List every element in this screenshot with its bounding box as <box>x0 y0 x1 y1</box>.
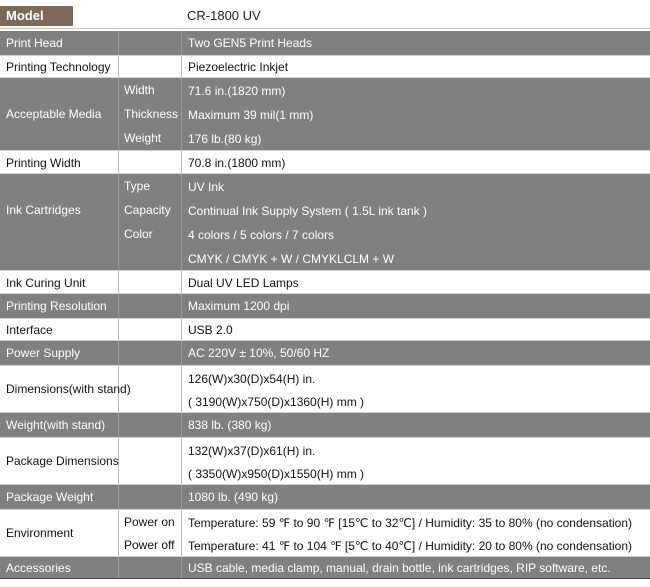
row-weight <box>0 413 650 437</box>
row-value: ( 3190(W)x750(D)x1360(H) mm ) <box>188 395 365 409</box>
col-divider <box>118 271 119 293</box>
header-divider <box>0 28 650 29</box>
sub-label: Type <box>124 179 151 193</box>
col-divider <box>181 485 182 509</box>
col-divider <box>118 56 119 77</box>
row-label: Printing Width <box>6 156 81 170</box>
row-print-head <box>0 31 650 55</box>
col-divider <box>181 557 182 578</box>
row-value: Dual UV LED Lamps <box>188 276 299 290</box>
row-power-supply <box>0 341 650 365</box>
col-divider <box>118 319 119 340</box>
row-package-weight <box>0 485 650 509</box>
row-label: Print Head <box>6 36 63 50</box>
row-label: Environment <box>6 526 74 540</box>
row-value: AC 220V ± 10%, 50/60 HZ <box>188 346 330 360</box>
row-label: Interface <box>6 323 53 337</box>
col-divider <box>181 271 182 293</box>
col-divider <box>181 56 182 77</box>
row-value: UV Ink <box>188 180 225 194</box>
col-divider <box>181 341 182 365</box>
row-package-dimensions <box>0 437 650 485</box>
row-label: Ink Cartridges <box>6 203 81 217</box>
row-value: 70.8 in.(1800 mm) <box>188 156 286 170</box>
row-acceptable-media <box>0 78 650 150</box>
col-divider <box>181 151 182 173</box>
row-label: Dimensions(with stand) <box>6 382 131 396</box>
row-label: Weight(with stand) <box>6 418 106 432</box>
row-value: 126(W)x30(D)x54(H) in. <box>188 372 316 386</box>
row-value: Piezoelectric Inkjet <box>188 60 289 74</box>
col-divider <box>181 438 182 484</box>
table-header <box>0 0 650 30</box>
sub-label: Capacity <box>124 203 171 217</box>
row-value: ( 3350(W)x950(D)x1550(H) mm ) <box>188 467 365 481</box>
row-printing-resolution <box>0 294 650 318</box>
row-label: Printing Resolution <box>6 299 107 313</box>
col-divider <box>118 78 119 150</box>
row-value: USB cable, media clamp, manual, drain bottle, ink cartridges, RIP software, etc. <box>188 561 611 575</box>
row-ink-cartridges <box>0 174 650 270</box>
col-divider <box>118 341 119 365</box>
row-label: Ink Curing Unit <box>6 276 86 290</box>
row-value: 838 lb. (380 kg) <box>188 418 272 432</box>
col-divider <box>118 485 119 509</box>
row-value: Temperature: 41 ℉ to 104 ℉ [5℃ to 40℃] / Humidity: 20 to 80% (no condensation) <box>188 539 633 553</box>
row-printing-technology <box>0 55 650 78</box>
col-divider <box>181 366 182 412</box>
table-bottom-border <box>0 578 650 579</box>
sub-label: Width <box>124 83 155 97</box>
row-label: Accessories <box>6 561 71 575</box>
row-value: 71.6 in.(1820 mm) <box>188 84 286 98</box>
col-divider <box>118 557 119 578</box>
row-printing-width <box>0 150 650 174</box>
row-ink-curing-unit <box>0 270 650 294</box>
col-divider <box>118 151 119 173</box>
col-divider <box>118 413 119 437</box>
col-divider <box>181 31 182 55</box>
col-divider <box>118 510 119 556</box>
row-environment <box>0 509 650 557</box>
sub-label: Power on <box>124 515 175 529</box>
row-interface <box>0 318 650 341</box>
row-accessories <box>0 557 650 578</box>
col-divider <box>118 294 119 318</box>
sub-label: Color <box>124 227 153 241</box>
row-value: 4 colors / 5 colors / 7 colors <box>188 228 335 242</box>
row-value: 176 lb.(80 kg) <box>188 132 262 146</box>
row-value: USB 2.0 <box>188 323 233 337</box>
row-value: CMYK / CMYK + W / CMYKLCLM + W <box>188 252 395 266</box>
col-divider <box>181 294 182 318</box>
col-divider <box>181 510 182 556</box>
row-value: Continual Ink Supply System ( 1.5L ink tank ) <box>188 204 428 218</box>
row-dimensions <box>0 365 650 413</box>
row-value: 132(W)x37(D)x61(H) in. <box>188 444 316 458</box>
model-value: CR-1800 UV <box>187 8 261 23</box>
col-divider <box>181 174 182 270</box>
row-label: Package Weight <box>6 490 94 504</box>
row-value: Maximum 39 mil(1 mm) <box>188 108 314 122</box>
row-value: 1080 lb. (490 kg) <box>188 490 279 504</box>
sub-label: Thickness <box>124 107 179 121</box>
row-value: Maximum 1200 dpi <box>188 299 290 313</box>
col-divider <box>181 78 182 150</box>
row-value: Temperature: 59 ℉ to 90 ℉ [15℃ to 32℃] / Humidity: 35 to 80% (no condensation) <box>188 516 633 530</box>
col-divider <box>118 31 119 55</box>
sub-label: Power off <box>124 538 175 552</box>
row-label: Printing Technology <box>6 60 111 74</box>
col-divider <box>118 174 119 270</box>
row-label: Package Dimensions <box>6 454 119 468</box>
sub-label: Weight <box>124 131 162 145</box>
model-label: Model <box>0 6 73 26</box>
row-label: Acceptable Media <box>6 107 102 121</box>
row-label: Power Supply <box>6 346 81 360</box>
col-divider <box>181 413 182 437</box>
col-divider <box>181 319 182 340</box>
row-value: Two GEN5 Print Heads <box>188 36 313 50</box>
